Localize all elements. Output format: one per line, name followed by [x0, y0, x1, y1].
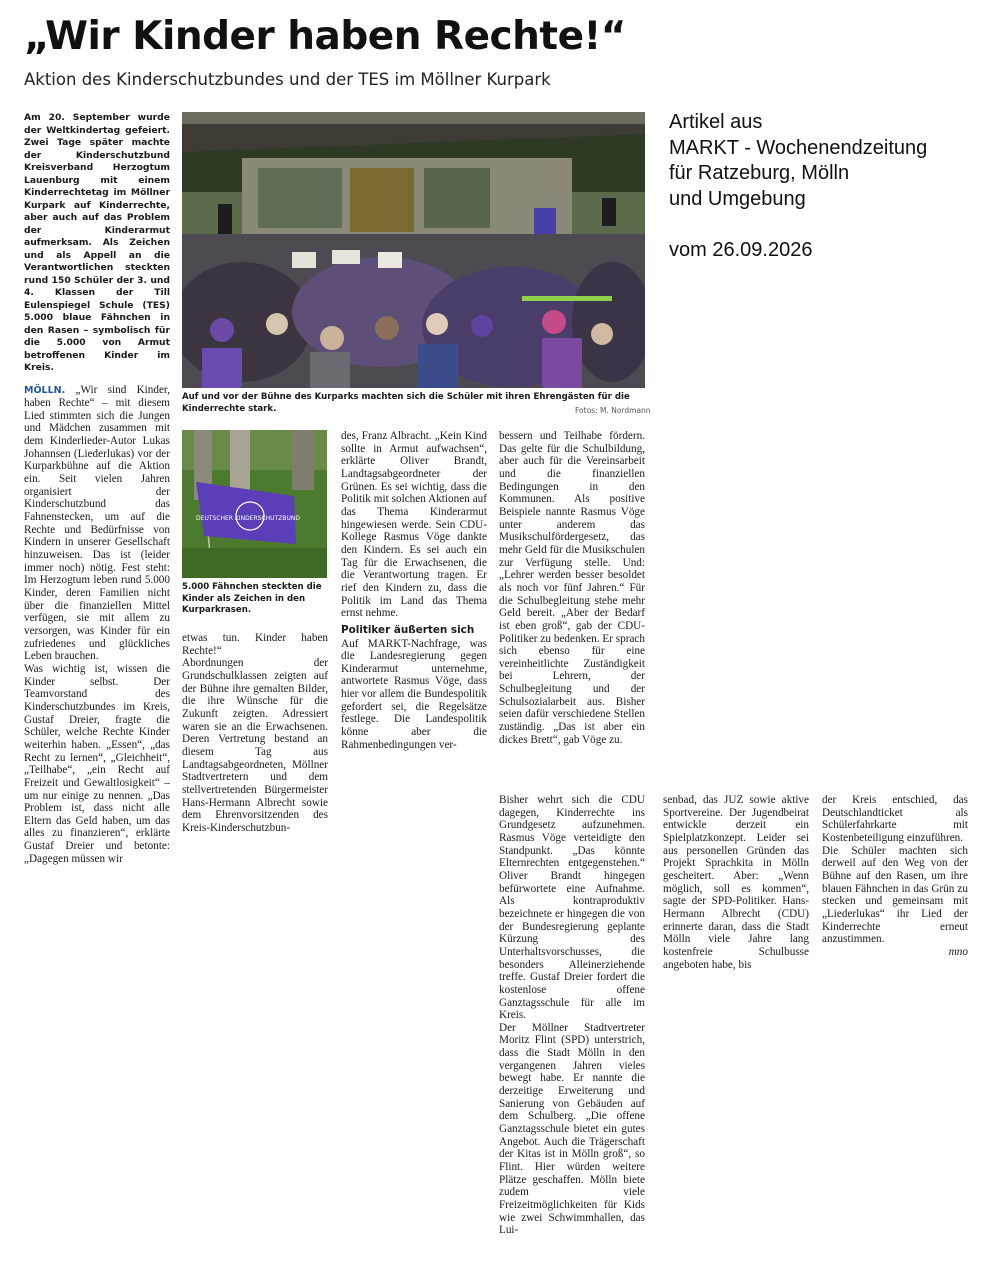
flag-text: DEUTSCHER KINDERSCHUTZBUND — [196, 515, 300, 522]
headline: „Wir Kinder haben Rechte!“ — [24, 14, 626, 59]
source-line-1: Artikel aus — [669, 111, 763, 133]
body-col5-p2: Der Möllner Stadtvertreter Moritz Flint (SPD) unterstrich, dass die Stadt Mölln in den vergangenen Jahren vieles bewegt habe. Er nannte die derzeitige Erweiterung und Sanierung von Gebäuden auf dem Schulberg. „Die offene Ganztagsschule bietet ein gutes Angebot. Auch die Trägerschaft der Kitas ist in Mölln groß“, so Flint. Hier würden weitere Plätze geschaffen. Mölln biete zudem viele Freizeitmöglichkeiten für Kids wie zwei Schwimmhallen, das Lui- — [499, 1021, 645, 1237]
author-signature: mno — [948, 945, 968, 958]
photo-credit: Fotos: M. Nordmann — [575, 406, 651, 415]
flag-photo-image — [182, 430, 327, 578]
body-col5 — [499, 794, 645, 1237]
lead-paragraph: Am 20. September wurde der Weltkindertag gefeiert. Zwei Tage später machte der Kinderschutzbund Kreisverband Herzogtum Lauenburg mit einem Kinderrechtetag im Möllner Kurpark auf Kinderrechte, aber auch auf das Problem der Kinderarmut aufmerksam. Als Zeichen und als Appell an die Verantwortlichen steckten rund 150 Schüler der 3. und 4. Klassen der Till Eulenspiegel Schule (TES) 5.000 blaue Fähnchen in den Rasen – symbolisch für die 5.000 von Armut betroffenen Kinder im Kreis. — [24, 112, 170, 373]
flag-photo-caption: 5.000 Fähnchen steckten die Kinder als Zeichen in den Kurparkrasen. — [182, 582, 322, 615]
body-col1-p1: „Wir sind Kinder, haben Rechte“ – mit diesem Lied stimmten sich die Jungen und Mädchen zusammen mit dem Kinderlieder-Autor Lukas Johannsen (Liederlukas) vor der Kurparkbühne auf die Aktion ein. Seit vielen Jahren organisiert der Kinderschutzbund das Fahnenstecken, um auf die Rechte und Bedürfnisse von Kindern in unserer Gesellschaft hinzuweisen. Das ist (leider immer noch) nötig. Fest steht: Im Herzogtum leben rund 5.000 Kinder, deren Familien nicht über die finanziellen Mittel verfügen, sie mit allem zu versorgen, was Kinder für ein zufriedenes und glückliches Leben brauchen. — [24, 383, 171, 663]
body-col6 — [663, 794, 809, 971]
source-line-3: für Ratzeburg, Mölln — [669, 162, 850, 184]
body-col2-p1: etwas tun. Kinder haben Rechte!“ — [182, 632, 328, 657]
body-col7 — [822, 794, 968, 959]
source-note — [669, 110, 927, 264]
main-photo-image — [182, 112, 645, 388]
dateline: MÖLLN. — [24, 384, 66, 396]
body-col2-p2: Abordnungen der Grundschulklassen zeigten auf der Bühne ihre gemalten Bilder, die ihre Wünsche für die Zukunft zeigten. Adressiert waren sie an die Erwachsenen. Deren Vertretung bestand an diesem Tag aus Landtagsabgeordneten, Möllner Stadtvertretern und dem stellvertretenden Bürgermeister Hans-Hermann Albrecht sowie dem Ehrenvorsitzenden des Kreis-Kinderschutzbun- — [182, 657, 328, 834]
body-col7-p2: Die Schüler machten sich derweil auf den Weg von der Bühne auf den Rasen, um ihre blauen Fähnchen in das Grün zu stecken und gemeinsam mit „Liederlukas“ ihr Lied der Kinderrechte erneut anzustimmen. — [822, 844, 968, 946]
body-col5-p1: Bisher wehrt sich die CDU dagegen, Kinderrechte ins Grundgesetz aufzunehmen. Rasmus Vöge verteidigte den Standpunkt. „Das könnte Elternrechten entgegenstehen.“ Oliver Brandt hingegen befürwortete eine Aufnahme. Als kontraproduktiv bezeichnete er hingegen die von der Bundesregierung geplante Kürzung des Unterhaltsvorschusses, die besonders Alleinerziehende treffe. Gustaf Dreier fordert die kostenlose offene Ganztagsschule für alle im Kreis. — [499, 794, 645, 1022]
column-1 — [24, 112, 170, 865]
body-col6-p1: senbad, das JUZ sowie aktive Sportvereine. Der Jugendbeirat entwickle derzeit ein Spielplatzkonzept. Leider sei aus personellen Gründen das Projekt Sprachkita in Mölln gescheitert. Aber: „Wenn möglich, soll es kommen“, sagte der SPD-Politiker. Hans-Hermann Albrecht (CDU) erinnerte daran, dass die Stadt Mölln viele Jahre lang kostenfreie Schulbusse angeboten habe, bis — [663, 794, 809, 971]
body-col1 — [24, 384, 170, 866]
body-col3 — [341, 430, 487, 751]
body-col4 — [499, 430, 645, 746]
body-col3-p2: Auf MARKT-Nachfrage, was die Landesregierung gegen Kinderarmut unternehme, antwortete Rasmus Vöge, dass hier vor allem die Bundespolitik gefordert sei, die Regelsätze festlege. Die Landespolitik könne aber die Rahmenbedingungen ver- — [341, 637, 487, 751]
body-col3-p1: des, Franz Albracht. „Kein Kind sollte in Armut aufwachsen“, erklärte Oliver Brandt, Landtagsabgeordneter der Grünen. Es sei wichtig, dass die Politik mit solchen Aktionen auf das Thema Kinderarmut hingewiesen werde. Sein CDU-Kollege Rasmus Vöge dankte den Kindern. Es sei auch ein Tag für die Erwachsenen, die die Verantwortung tragen. Er rief den Kindern zu, dass die Politik im Land das Thema ernst nehme. — [341, 430, 487, 620]
body-col1-p2: Was wichtig ist, wissen die Kinder selbst. Der Teamvorstand des Kinderschutzbundes im Kreis, Gustaf Dreier, fragte die Schüler, welche Rechte Kinder weiterhin haben. „Essen“, „das Recht zu lernen“, „Gleichheit“, „Teilhabe“, „ein Recht auf Freizeit und Gewaltlosigkeit“ – um nur einige zu nennen. „Das Problem ist, dass nicht alle Eltern das Geld haben, um das alles zu finanzieren“, erklärte Gustaf Dreier und betonte: „Dagegen müssen wir — [24, 662, 170, 865]
source-line-4: und Umgebung — [669, 187, 806, 210]
main-photo-caption: Auf und vor der Bühne des Kurparks machten sich die Schüler mit ihren Ehrengästen für die Kinderrechte stark. — [182, 392, 630, 414]
subheadline: Aktion des Kinderschutzbundes und der TES im Möllner Kurpark — [24, 70, 551, 89]
source-line-2: MARKT - Wochenendzeitung — [669, 136, 928, 159]
body-col7-p1: der Kreis entschied, das Deutschlandticket als Schülerfahrkarte mit Kostenbeteiligung einzuführen. — [822, 794, 968, 844]
source-date: vom 26.09.2026 — [669, 239, 813, 261]
body-col2 — [182, 632, 328, 835]
section-subhead: Politiker äußerten sich — [341, 623, 475, 636]
body-col4-p1: bessern und Teilhabe fördern. Das gelte für die Schulbildung, aber auch für die Vereinsarbeit und die finanziellen Bedingungen in den Kommunen. Als positive Beispiele nannte Rasmus Vöge unter anderem das Musikschulfördergesetz, das mehr Geld für die Musikschulen zur Verfügung stelle. Und: „Lehrer werden besser besoldet als noch vor fünf Jahren.“ Für die Schulbegleitung stehe mehr Geld bereit. „Aber der Bedarf ist eben groß“, gab der CDU-Politiker zu bedenken. Er sprach sich ebenso für eine vereinheitlichte Zuständigkeit bei Lehrern, der Schulbegleitung und der Schulsozialarbeit aus. Bisher seien dafür verschiedene Stellen zuständig. „Das ist aber ein dickes Brett“, gab Vöge zu. — [499, 430, 645, 746]
flag-photo — [182, 430, 327, 578]
main-photo — [182, 112, 645, 388]
